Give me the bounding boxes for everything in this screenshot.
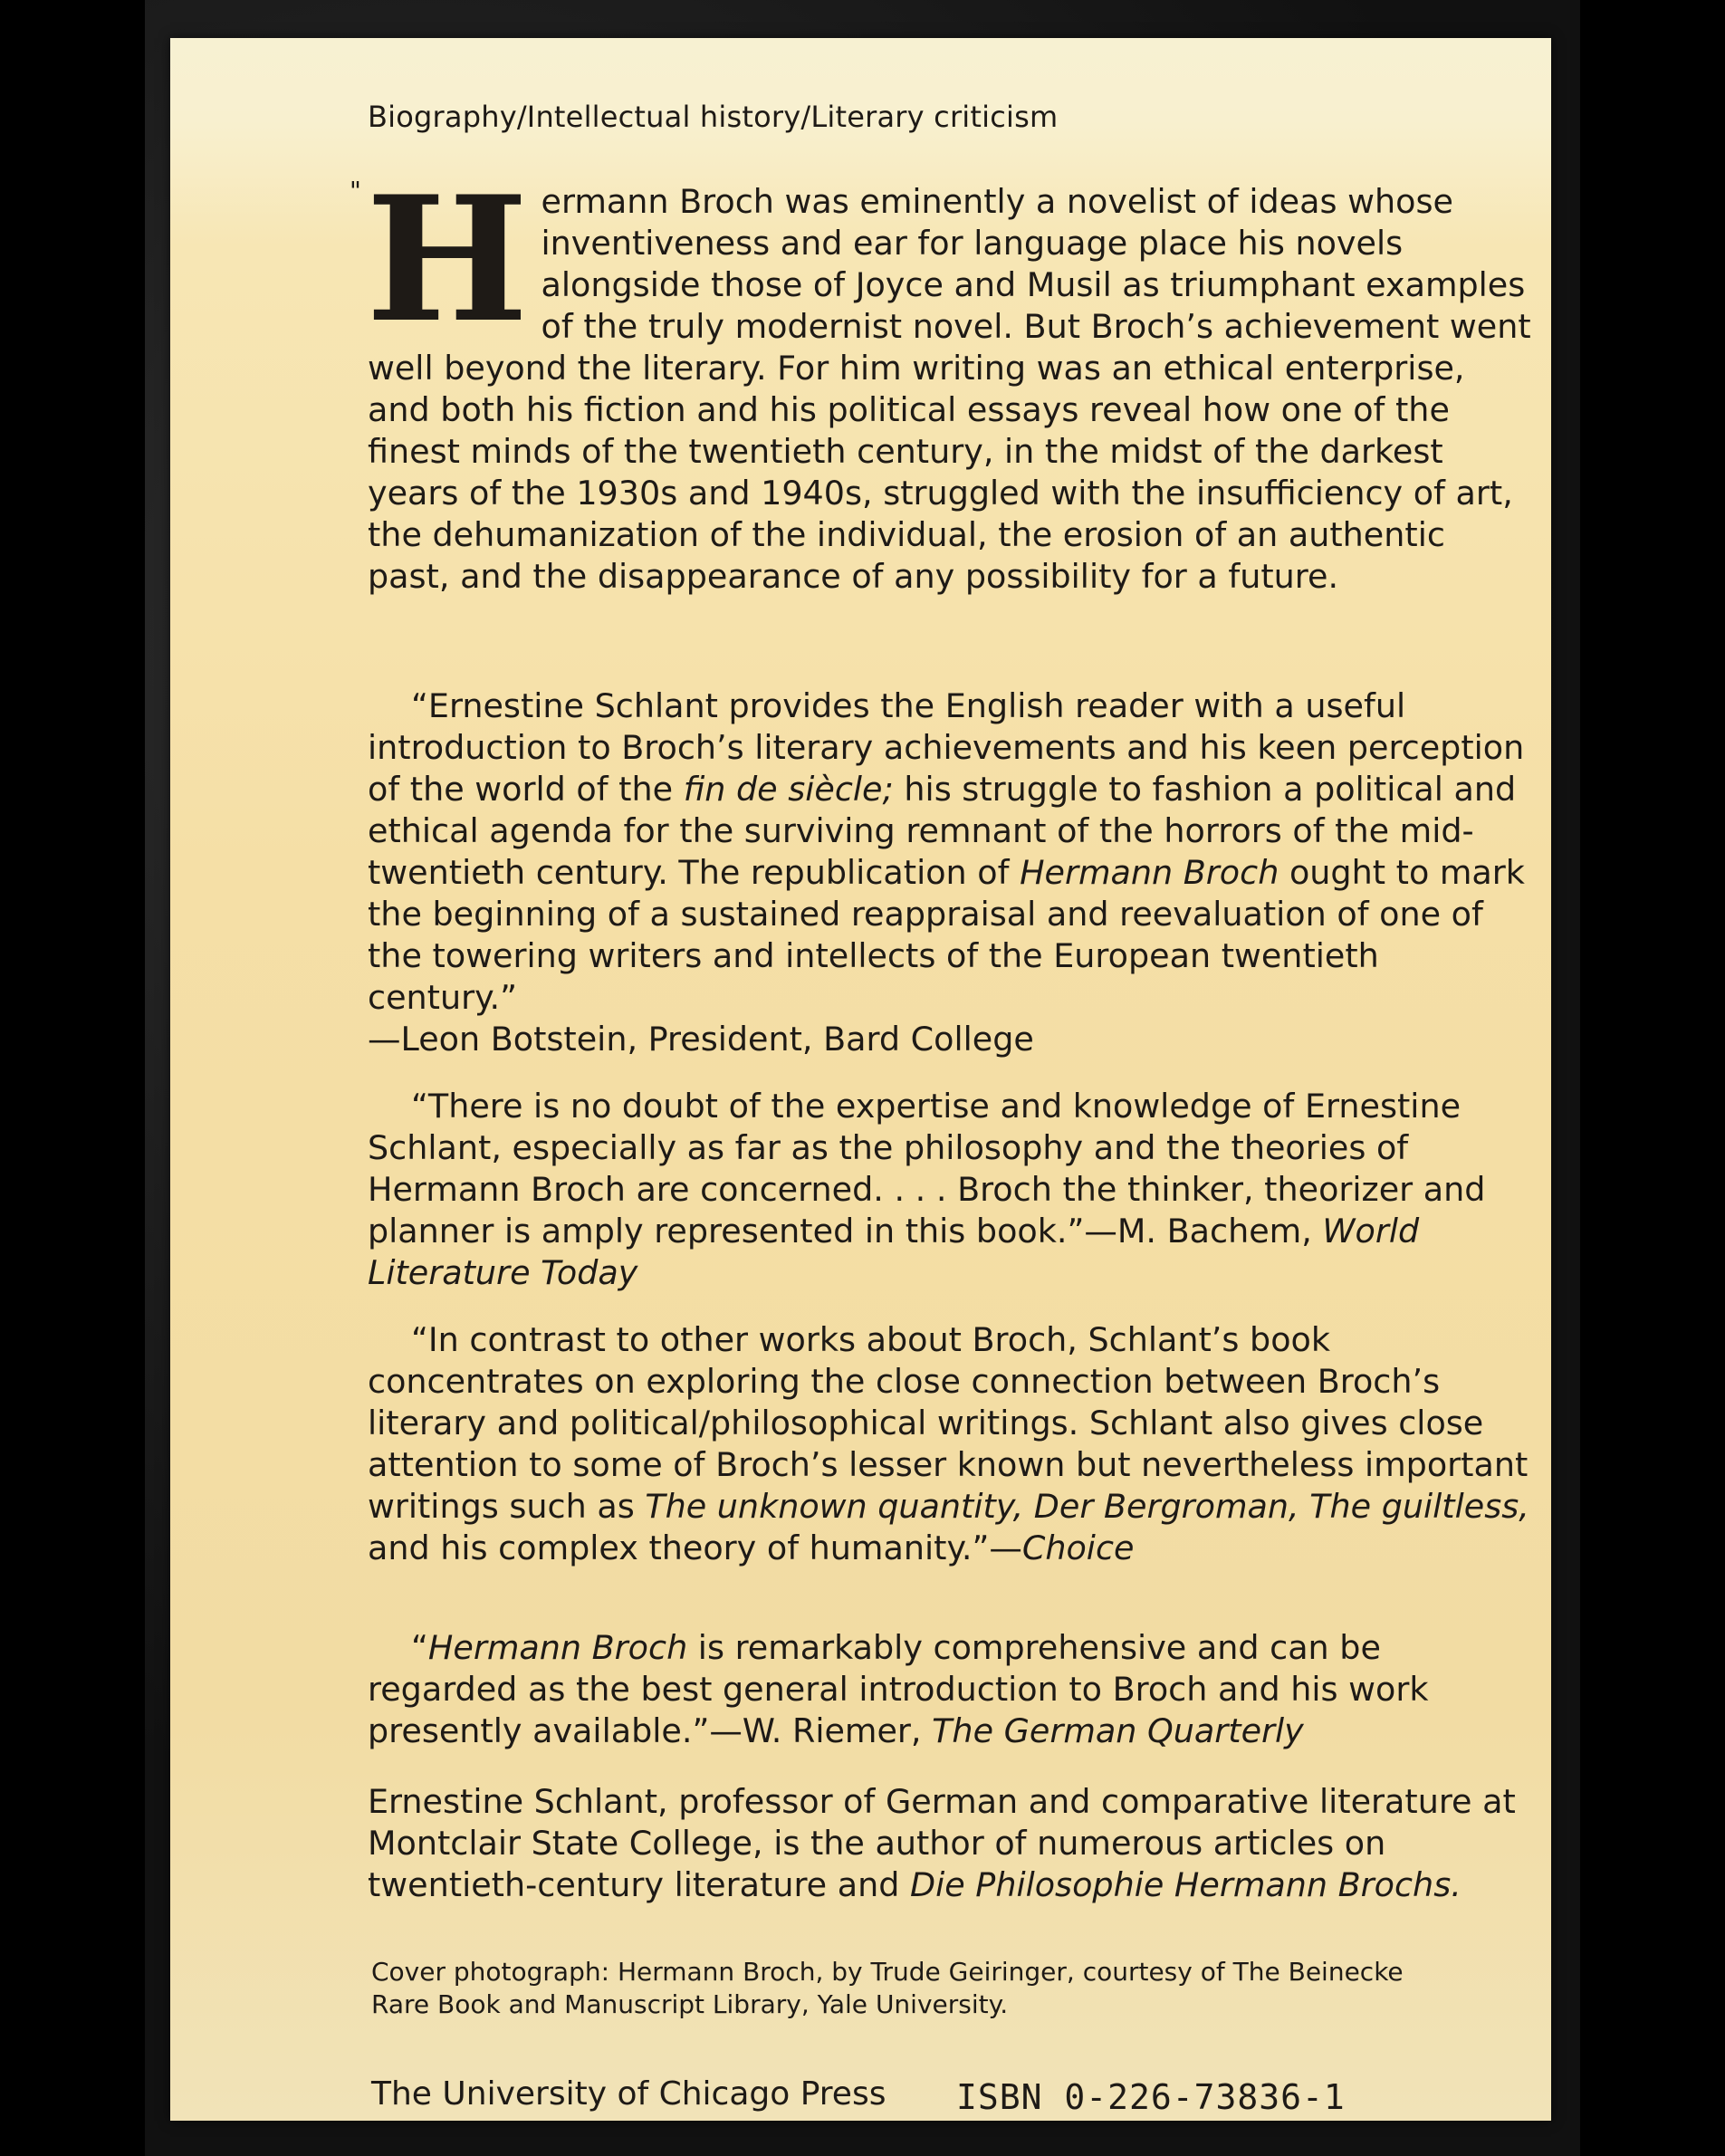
quote-source: The German Quarterly xyxy=(932,1711,1304,1750)
quote-text: his struggle to fashion a political and ethical agenda for the surviving remnant of the horrors of the mid-twentieth century. The republication of xyxy=(368,770,1517,892)
bio-italic: Die Philosophie Hermann Brochs. xyxy=(910,1865,1461,1904)
quote-source: Choice xyxy=(1021,1528,1135,1567)
quote-riemer xyxy=(368,1627,1536,1752)
quote-bachem xyxy=(368,1086,1536,1294)
publisher-name: The University of Chicago Press xyxy=(371,2075,886,2113)
intro-paragraph xyxy=(366,158,1536,598)
quote-choice xyxy=(368,1319,1536,1569)
quote-text: “In contrast to other works about Broch, Schlant’s book concentrates on exploring the close connection between Broch’s literary and political/philosophical writings. Schlant also gives close attention to some of Broch’s lesser known but nevertheless important writings such as xyxy=(368,1320,1529,1526)
quote-source: World Literature Today xyxy=(368,1212,1420,1292)
quote-attribution: —Leon Botstein, President, Bard College xyxy=(368,1020,1034,1059)
quote-italic: Hermann Broch xyxy=(427,1628,688,1667)
cover-photo-credit: Cover photograph: Hermann Broch, by Trude Geiringer, courtesy of The Beinecke Rare Book and Manuscript Library, Yale University. xyxy=(371,1957,1404,2019)
drop-cap-letter: H xyxy=(366,158,529,360)
intro-text: ermann Broch was eminently a novelist of ideas whose inventiveness and ear for language place his novels alongside those of Joyce and Musil as triumphant examples of the truly modernist novel. But Broch’s achievement went well beyond the literary. For him writing was an ethical enterprise, and both his fiction and his political essays reveal how one of the finest minds of the twentieth century, in the midst of the darkest years of the 1930s and 1940s, struggled with the insufficiency of art, the dehumanization of the individual, the erosion of an authentic past, and the disappearance of any possibility for a future. xyxy=(368,182,1531,596)
quote-text: and his complex theory of humanity.”— xyxy=(368,1528,1022,1567)
author-bio xyxy=(368,1781,1536,1906)
bio-text: Ernestine Schlant, professor of German and comparative literature at Montclair State College, is the author of numerous articles on twentieth-century literature and xyxy=(368,1782,1516,1904)
quote-text: ought to mark the beginning of a sustained reappraisal and reevaluation of one of the towering writers and intellects of the European twentieth century.” xyxy=(368,853,1525,1017)
subject-category: Biography/Intellectual history/Literary criticism xyxy=(368,100,1059,134)
quote-text: “There is no doubt of the expertise and knowledge of Ernestine Schlant, especially as far as the philosophy and the theories of Hermann Broch are concerned. . . . Broch the thinker, theorizer and planner is amply represented in this book.”—M. Bachem, xyxy=(368,1087,1486,1250)
quote-italic: The unknown quantity, Der Bergroman, The guiltless, xyxy=(645,1487,1529,1526)
quote-open: “ xyxy=(411,1628,428,1667)
quote-text: “Ernestine Schlant provides the English reader with a useful introduction to Broch’s literary achievements and his keen perception of the world of the xyxy=(368,686,1525,809)
quote-italic: fin de siècle; xyxy=(683,770,894,809)
intro-open-quote: " xyxy=(350,176,361,206)
quote-botstein xyxy=(368,685,1536,1060)
quote-italic: Hermann Broch xyxy=(1020,853,1279,892)
isbn-number: ISBN 0-226-73836-1 xyxy=(956,2077,1346,2117)
quote-text: is remarkably comprehensive and can be regarded as the best general introduction to Broch and his work presently available.”—W. Riemer, xyxy=(368,1628,1429,1750)
book-back-cover xyxy=(170,38,1551,2121)
